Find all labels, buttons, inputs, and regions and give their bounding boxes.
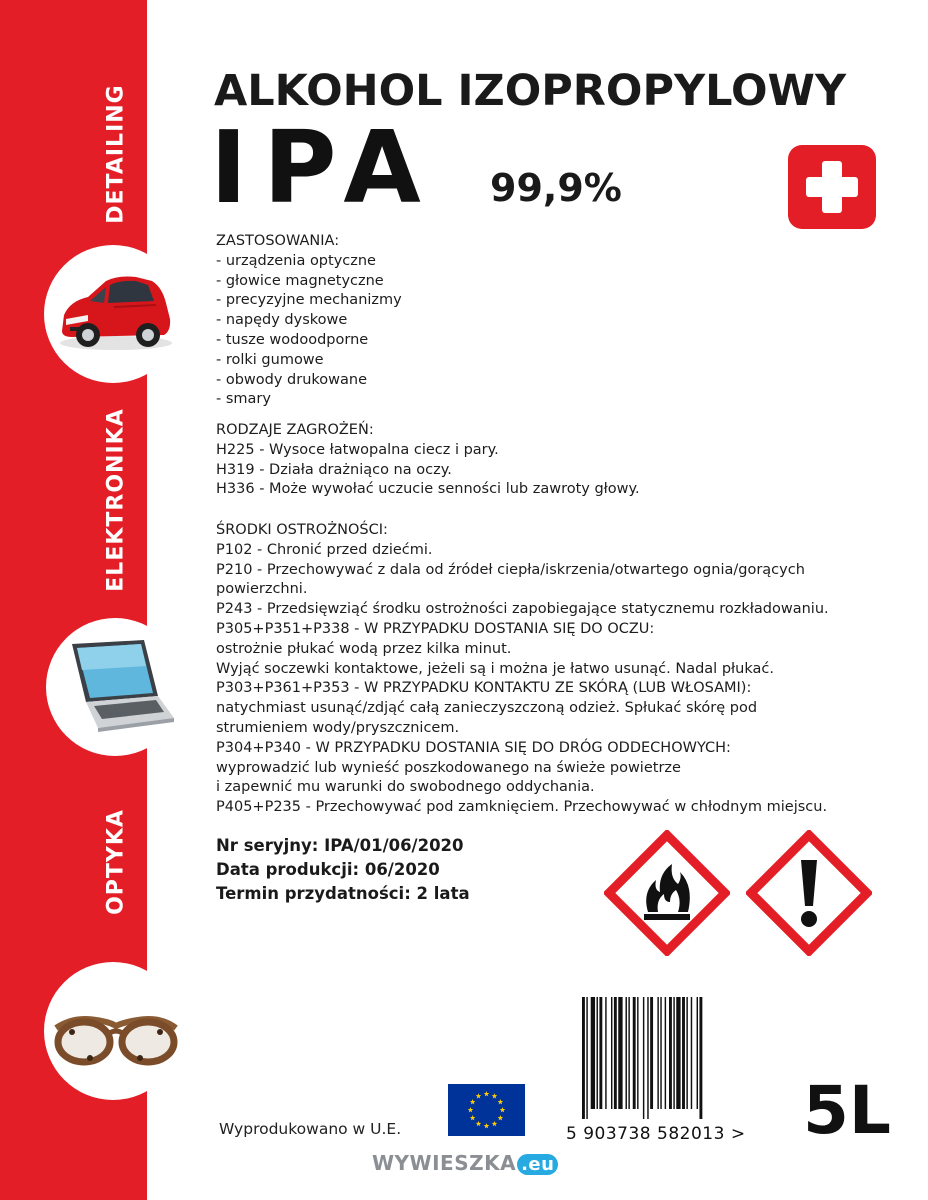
laptop-icon (46, 618, 184, 756)
uses-section (216, 232, 402, 410)
side-label-detailing: DETAILING (103, 84, 129, 224)
car-icon (44, 245, 182, 383)
production-date: Data produkcji: 06/2020 (216, 860, 440, 879)
eu-flag-icon (448, 1084, 525, 1136)
watermark (372, 1151, 558, 1175)
product-meta (216, 834, 470, 906)
precaution-line: P304+P340 - W PRZYPADKU DOSTANIA SIĘ DO DRÓG ODDECHOWYCH: (216, 739, 731, 756)
side-label-elektronika: ELEKTRONIKA (103, 408, 129, 592)
exclamation-hazard-icon (746, 830, 872, 956)
precaution-line: wyprowadzić lub wynieść poszkodowanego na świeże powietrze (216, 759, 681, 776)
volume-label: 5L (803, 1072, 891, 1149)
precaution-line: ostrożnie płukać wodą przez kilka minut. (216, 640, 512, 657)
precaution-line: P305+P351+P338 - W PRZYPADKU DOSTANIA SIĘ DO OCZU: (216, 620, 655, 637)
precaution-line: i zapewnić mu warunki do swobodnego oddychania. (216, 779, 595, 796)
list-item: - obwody drukowane (216, 371, 368, 388)
product-purity: 99,9% (490, 166, 622, 210)
shelf-life: Termin przydatności: 2 lata (216, 884, 470, 903)
hazard-line: H336 - Może wywołać uczucie senności lub zawroty głowy. (216, 481, 640, 498)
list-item: - urządzenia optyczne (216, 252, 376, 269)
list-item: - precyzyjne mechanizmy (216, 292, 402, 309)
product-title: ALKOHOL IZOPROPYLOWY (214, 66, 847, 116)
hazards-heading: RODZAJE ZAGROŻEŃ: (216, 422, 374, 438)
list-item: - smary (216, 391, 271, 408)
list-item: - głowice magnetyczne (216, 272, 384, 289)
precaution-line: P303+P361+P353 - W PRZYPADKU KONTAKTU ZE SKÓRĄ (LUB WŁOSAMI): (216, 680, 752, 697)
barcode-number: 5 903738 582013 > (566, 1124, 746, 1144)
watermark-text: WYWIESZKA (372, 1151, 517, 1175)
glasses-icon (44, 962, 182, 1100)
watermark-tld: .eu (517, 1154, 558, 1175)
hazards-section (216, 421, 640, 500)
precaution-line: powierzchni. (216, 581, 308, 598)
list-item: - rolki gumowe (216, 351, 324, 368)
precaution-line: natychmiast usunąć/zdjąć całą zanieczyszczoną odzież. Spłukać skórę pod (216, 700, 758, 717)
uses-heading: ZASTOSOWANIA: (216, 233, 340, 249)
hazard-line: H225 - Wysoce łatwopalna ciecz i pary. (216, 441, 499, 458)
laptop-circle (46, 618, 184, 756)
car-circle (44, 245, 182, 383)
list-item: - napędy dyskowe (216, 312, 348, 329)
precaution-line: Wyjąć soczewki kontaktowe, jeżeli są i można je łatwo usunąć. Nadal płukać. (216, 660, 774, 677)
product-name: IPA (210, 109, 437, 226)
precaution-line: P405+P235 - Przechowywać pod zamknięciem. Przechowywać w chłodnym miejscu. (216, 799, 828, 816)
serial-number: Nr seryjny: IPA/01/06/2020 (216, 836, 464, 855)
barcode-icon (580, 997, 750, 1119)
precaution-line: P102 - Chronić przed dziećmi. (216, 541, 433, 558)
side-band (0, 0, 147, 1200)
glasses-circle (44, 962, 182, 1100)
side-label-optyka: OPTYKA (103, 809, 129, 915)
precautions-section (216, 521, 829, 818)
precaution-line: strumieniem wody/pryszcznicem. (216, 719, 460, 736)
flammable-hazard-icon (604, 830, 730, 956)
hazard-line: H319 - Działa drażniąco na oczy. (216, 461, 452, 478)
list-item: - tusze wodoodporne (216, 331, 369, 348)
precaution-line: P210 - Przechowywać z dala od źródeł ciepła/iskrzenia/otwartego ognia/gorących (216, 561, 805, 578)
precautions-heading: ŚRODKI OSTROŻNOŚCI: (216, 522, 388, 538)
first-aid-cross-icon (788, 145, 876, 229)
precaution-line: P243 - Przedsięwziąć środku ostrożności zapobiegające statycznemu rozkładowaniu. (216, 601, 829, 618)
made-in-eu: Wyprodukowano w U.E. (219, 1120, 402, 1138)
